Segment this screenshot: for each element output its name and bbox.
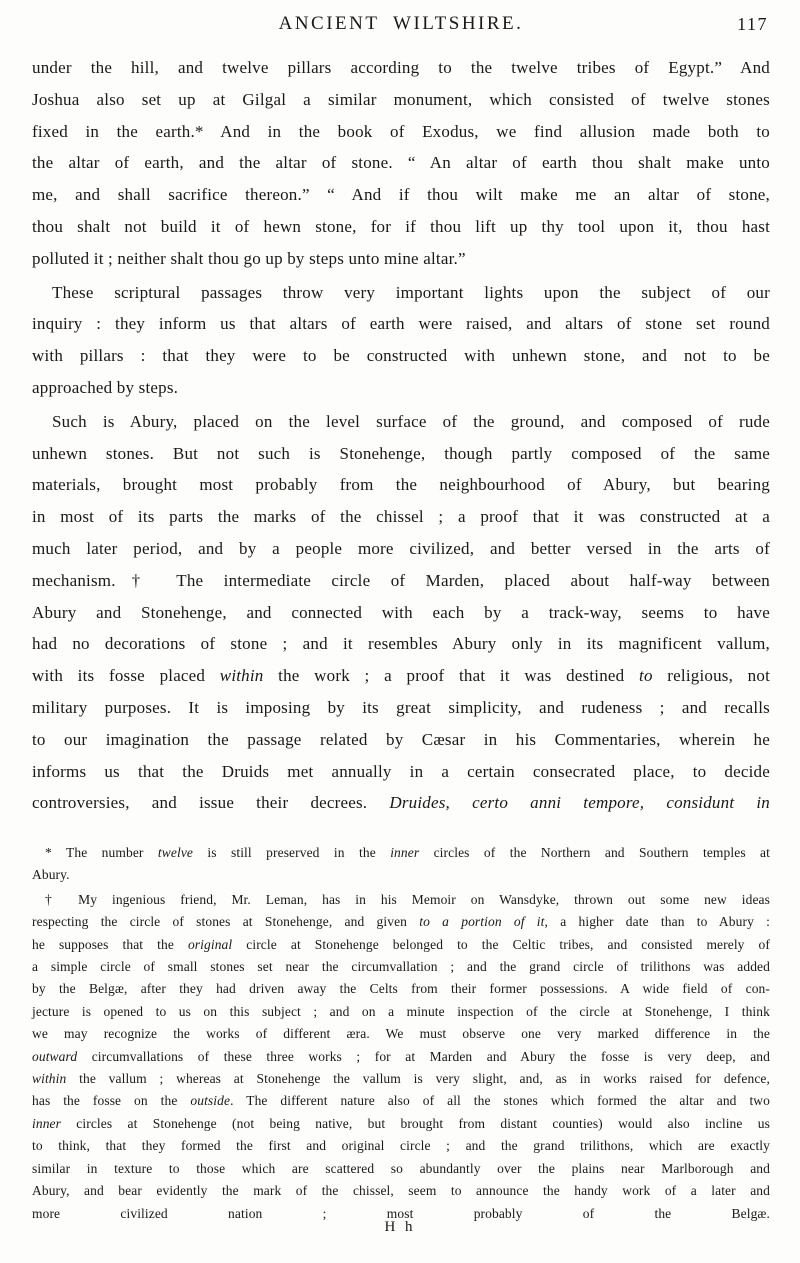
text-line bbox=[32, 597, 770, 629]
text-segment: jecture is opened to us on this subject ; and on a minute inspection of the circle at Stonehenge, I think bbox=[32, 1003, 770, 1019]
text-segment: with its fosse placed bbox=[32, 666, 220, 686]
italic-text: inner bbox=[32, 1115, 61, 1131]
text-segment: the altar of earth, and the altar of stone. “ An altar of earth thou shalt make unto bbox=[32, 153, 770, 173]
text-segment: mechanism.† The intermediate circle of Marden, placed about half-way between bbox=[32, 570, 770, 590]
text-line bbox=[32, 116, 770, 148]
text-segment: had no decorations of stone ; and it resembles Abury only in its magnificent vallum, bbox=[32, 634, 770, 654]
text-segment: inquiry : they inform us that altars of earth were raised, and altars of stone set round bbox=[32, 314, 770, 334]
text-segment: approached by steps. bbox=[32, 377, 179, 397]
text-line bbox=[32, 864, 770, 886]
text-line bbox=[32, 1068, 770, 1090]
text-line bbox=[32, 934, 770, 956]
text-segment: more civilized nation ; most probably of the Belgæ. bbox=[32, 1205, 770, 1221]
italic-text: original bbox=[187, 936, 233, 952]
text-line bbox=[32, 438, 770, 470]
text-segment: is still preserved in the bbox=[193, 845, 391, 860]
text-line bbox=[32, 277, 770, 309]
text-line bbox=[32, 889, 770, 911]
text-segment: unhewn stones. But not such is Stonehenge, though partly composed of the same bbox=[32, 443, 770, 463]
footnotes bbox=[32, 842, 770, 1225]
text-segment: * The number bbox=[45, 845, 158, 860]
italic-text: to a portion of it bbox=[419, 914, 545, 930]
text-segment: under the hill, and twelve pillars according to the twelve tribes of Egypt.” And bbox=[32, 58, 770, 77]
text-segment: circle at Stonehenge belonged to the Celtic tribes, and consisted merely of bbox=[232, 936, 770, 952]
text-line bbox=[32, 692, 770, 724]
text-segment: . The different nature also of all the stones which formed the altar and two bbox=[230, 1093, 770, 1109]
text-segment: † My ingenious friend, Mr. Leman, has in his Memoir on Wansdyke, thrown out some new ideas bbox=[45, 891, 770, 907]
text-segment: Joshua also set up at Gilgal a similar monument, which consisted of twelve stones bbox=[32, 89, 770, 109]
text-segment: Abury. bbox=[32, 867, 70, 883]
text-segment: me, and shall sacrifice thereon.” “ And if thou wilt make me an altar of stone, bbox=[32, 185, 770, 205]
text-line bbox=[32, 1158, 770, 1180]
text-line bbox=[32, 1135, 770, 1157]
text-line bbox=[32, 179, 770, 211]
text-line bbox=[32, 84, 770, 116]
text-line bbox=[32, 1180, 770, 1202]
text-line bbox=[32, 842, 770, 864]
text-segment: to think, that they formed the first and original circle ; and the grand trilithons, which are exactly bbox=[32, 1138, 770, 1154]
paragraph bbox=[32, 52, 770, 275]
text-line bbox=[32, 956, 770, 978]
text-segment: much later period, and by a people more civilized, and better versed in the arts of bbox=[32, 538, 770, 558]
text-line bbox=[32, 340, 770, 372]
text-segment: materials, brought most probably from the neighbourhood of Abury, but bearing bbox=[32, 475, 770, 495]
body-text bbox=[32, 52, 770, 819]
text-segment: fixed in the earth.* And in the book of Exodus, we find allusion made both to bbox=[32, 121, 770, 141]
text-segment: he supposes that the bbox=[32, 936, 188, 952]
text-line bbox=[32, 147, 770, 179]
italic-text: within bbox=[219, 666, 264, 686]
text-segment: we may recognize the works of different æra. We must observe one very marked difference in the bbox=[32, 1026, 770, 1042]
text-line bbox=[32, 565, 770, 597]
italic-text: Druides, certo anni tempore, considunt in bbox=[389, 793, 770, 813]
text-line bbox=[32, 533, 770, 565]
text-segment: in most of its parts the marks of the chissel ; a proof that it was constructed at a bbox=[32, 507, 770, 527]
text-line bbox=[32, 978, 770, 1000]
text-line bbox=[32, 211, 770, 243]
italic-text: outside bbox=[190, 1093, 231, 1109]
text-segment: controversies, and issue their decrees. bbox=[32, 793, 390, 813]
text-line bbox=[32, 1046, 770, 1068]
text-line bbox=[32, 756, 770, 788]
text-segment: thou shalt not build it of hewn stone, for if thou lift up thy tool upon it, thou hast bbox=[32, 216, 770, 236]
text-segment: Abury and Stonehenge, and connected with each by a track-way, seems to have bbox=[32, 602, 770, 622]
text-segment: circles of the Northern and Southern temples at bbox=[419, 845, 771, 860]
text-line bbox=[32, 1023, 770, 1045]
text-line bbox=[32, 660, 770, 692]
text-segment: religious, not bbox=[652, 666, 771, 686]
signature-mark: H h bbox=[384, 1219, 416, 1235]
text-segment: circles at Stonehenge (not being native, but brought from distant counties) would also incline us bbox=[61, 1115, 770, 1131]
paragraph bbox=[32, 277, 770, 404]
text-line bbox=[32, 628, 770, 660]
text-line bbox=[32, 1090, 770, 1112]
text-segment: informs us that the Druids met annually in a certain consecrated place, to decide bbox=[32, 761, 770, 781]
paragraph bbox=[32, 842, 770, 887]
running-header bbox=[32, 13, 770, 39]
text-line bbox=[32, 911, 770, 933]
text-segment: Such is Abury, placed on the level surface of the ground, and composed of rude bbox=[52, 411, 770, 431]
text-line bbox=[32, 787, 770, 819]
text-segment: These scriptural passages throw very important lights upon the subject of our bbox=[52, 282, 770, 302]
text-line bbox=[32, 1113, 770, 1135]
text-segment: has the fosse on the bbox=[32, 1093, 191, 1109]
italic-text: inner bbox=[390, 845, 420, 860]
page-title: ANCIENT WILTSHIRE. bbox=[278, 13, 524, 34]
paragraph bbox=[32, 406, 770, 819]
text-line bbox=[32, 469, 770, 501]
text-line bbox=[32, 52, 770, 84]
paragraph bbox=[32, 889, 770, 1225]
text-segment: the work ; a proof that it was destined bbox=[263, 666, 640, 686]
text-segment: with pillars : that they were to be constructed with unhewn stone, and not to be bbox=[32, 346, 770, 366]
text-segment: polluted it ; neither shalt thou go up by steps unto mine altar.” bbox=[32, 248, 466, 268]
text-segment: the vallum ; whereas at Stonehenge the vallum is very slight, and, as in works raised for defence, bbox=[66, 1071, 770, 1087]
text-line bbox=[32, 724, 770, 756]
text-segment: to our imagination the passage related by Cæsar in his Commentaries, wherein he bbox=[32, 729, 770, 749]
text-segment: Abury, and bear evidently the mark of the chissel, seem to announce the handy work of a later and bbox=[32, 1183, 770, 1199]
italic-text: twelve bbox=[157, 845, 194, 860]
text-segment: by the Belgæ, after they had driven away the Celts from their former possessions. A wide field of con- bbox=[32, 981, 770, 997]
text-segment: respecting the circle of stones at Stonehenge, and given bbox=[32, 914, 420, 930]
text-line bbox=[32, 308, 770, 340]
text-segment: a simple circle of small stones set near the circumvallation ; and the grand circle of trilithons was added bbox=[32, 959, 770, 975]
italic-text: outward bbox=[32, 1048, 78, 1064]
text-segment: similar in texture to those which are scattered so abundantly over the plains near Marlborough and bbox=[32, 1160, 770, 1176]
text-segment: circumvallations of these three works ; for at Marden and Abury the fosse is very deep, and bbox=[77, 1048, 770, 1064]
text-segment: , a higher date than to Abury : bbox=[544, 914, 770, 930]
text-line bbox=[32, 501, 770, 533]
italic-text: to bbox=[639, 666, 653, 686]
text-line bbox=[32, 372, 770, 404]
page-number: 117 bbox=[737, 14, 768, 34]
text-line bbox=[32, 406, 770, 438]
italic-text: within bbox=[32, 1071, 67, 1087]
text-line bbox=[32, 1001, 770, 1023]
text-segment: military purposes. It is imposing by its great simplicity, and rudeness ; and recalls bbox=[32, 697, 770, 717]
text-line bbox=[32, 243, 770, 275]
